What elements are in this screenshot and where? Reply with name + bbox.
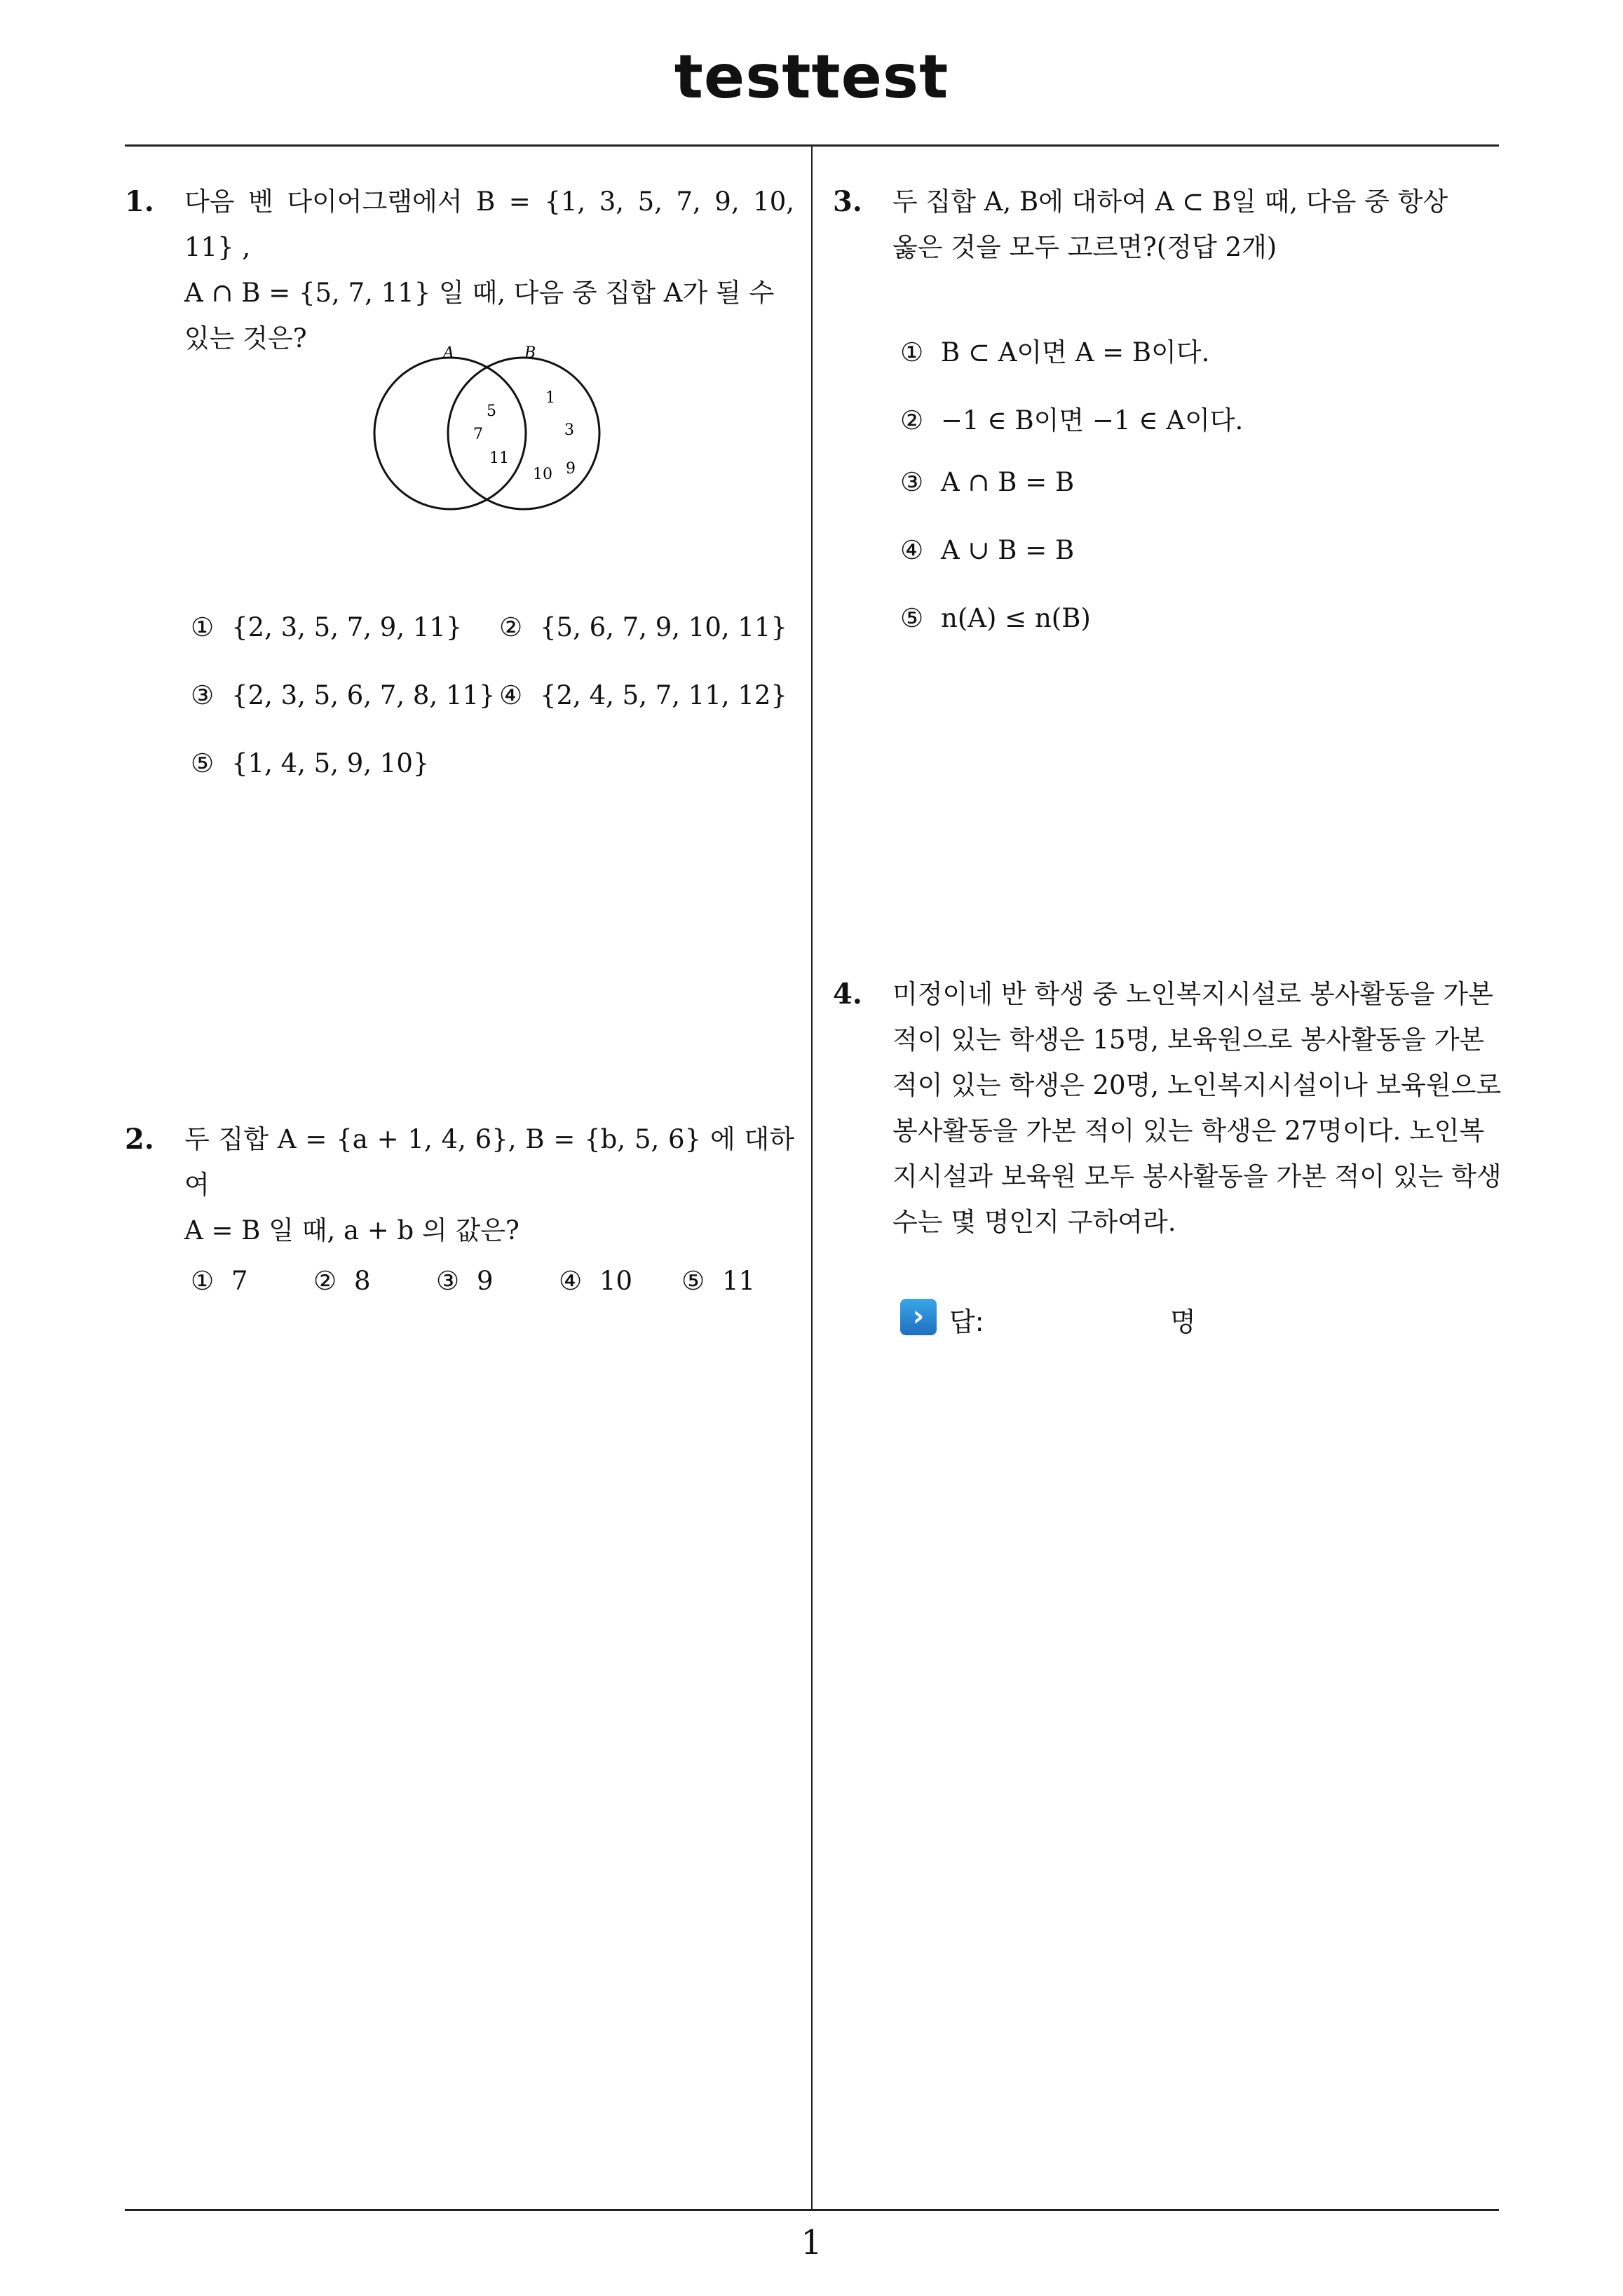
question-number: 1. xyxy=(125,185,154,218)
choice-1[interactable]: ① {2, 3, 5, 7, 9, 11} xyxy=(191,612,463,642)
page-title: testtest xyxy=(674,42,949,112)
choice-3[interactable]: ③ A ∩ B = B xyxy=(900,467,1075,497)
question-text-line: A = B 일 때, a + b 의 값은? xyxy=(184,1215,520,1245)
question-number: 4. xyxy=(833,978,862,1011)
question-text-line: 적이 있는 학생은 20명, 노인복지시설이나 보육원으로 xyxy=(892,1070,1502,1100)
question-text-line: 봉사활동을 가본 적이 있는 학생은 27명이다. 노인복 xyxy=(892,1116,1485,1146)
venn-label-a: A xyxy=(443,344,454,362)
answer-unit: 명 xyxy=(1170,1306,1196,1337)
choice-5[interactable]: ⑤ n(A) ≤ n(B) xyxy=(900,603,1091,633)
set-a-circle xyxy=(374,358,526,509)
choice-4[interactable]: ④ {2, 4, 5, 7, 11, 12} xyxy=(499,680,788,710)
venn-element: 10 xyxy=(533,466,552,483)
answer-label: 답: xyxy=(949,1306,984,1337)
venn-element: 11 xyxy=(489,450,509,467)
question-text-line: A ∩ B = {5, 7, 11} 일 때, 다음 중 집합 A가 될 수 xyxy=(184,278,775,308)
question-text-line: 미정이네 반 학생 중 노인복지시설로 봉사활동을 가본 xyxy=(892,979,1493,1009)
question-text-line: 지시설과 보육원 모두 봉사활동을 가본 적이 있는 학생 xyxy=(892,1161,1502,1191)
page-number: 1 xyxy=(801,2223,822,2262)
choice-2[interactable]: ② 8 xyxy=(313,1266,371,1296)
question-text-line: 적이 있는 학생은 15명, 보육원으로 봉사활동을 가본 xyxy=(892,1025,1485,1055)
venn-element: 7 xyxy=(473,426,483,443)
choice-2[interactable]: ② −1 ∈ B이면 −1 ∈ A이다. xyxy=(900,405,1244,435)
choice-5[interactable]: ⑤ 11 xyxy=(681,1266,756,1296)
footer-rule xyxy=(125,2209,1499,2211)
venn-element: 9 xyxy=(566,460,576,478)
venn-element: 5 xyxy=(487,403,496,420)
venn-element: 3 xyxy=(564,421,574,439)
venn-diagram xyxy=(365,344,631,519)
venn-element: 1 xyxy=(545,389,555,407)
choice-1[interactable]: ① 7 xyxy=(191,1266,248,1296)
chevron-right-icon: › xyxy=(900,1299,937,1335)
choice-5[interactable]: ⑤ {1, 4, 5, 9, 10} xyxy=(191,748,430,778)
choice-3[interactable]: ③ 9 xyxy=(436,1266,494,1296)
question-text-line: 두 집합 A, B에 대하여 A ⊂ B일 때, 다음 중 항상 xyxy=(892,187,1448,217)
question-text-line: 옳은 것을 모두 고르면?(정답 2개) xyxy=(892,232,1277,262)
venn-label-b: B xyxy=(524,344,536,362)
question-text-line: 두 집합 A = {a + 1, 4, 6}, B = {b, 5, 6} 에 대하여 xyxy=(184,1124,794,1200)
question-text-line: 다음 벤 다이어그램에서 B = {1, 3, 5, 7, 9, 10, 11} , xyxy=(184,187,794,262)
question-text-line: 수는 몇 명인지 구하여라. xyxy=(892,1207,1176,1237)
choice-4[interactable]: ④ 10 xyxy=(559,1266,633,1296)
column-divider xyxy=(811,145,813,2209)
question-text-line: 있는 것은? xyxy=(184,323,307,353)
choice-1[interactable]: ① B ⊂ A이면 A = B이다. xyxy=(900,337,1210,367)
question-number: 2. xyxy=(125,1123,154,1156)
set-b-circle xyxy=(448,358,599,509)
choice-2[interactable]: ② {5, 6, 7, 9, 10, 11} xyxy=(499,612,788,642)
question-number: 3. xyxy=(833,185,862,218)
choice-3[interactable]: ③ {2, 3, 5, 6, 7, 8, 11} xyxy=(191,680,496,710)
choice-4[interactable]: ④ A ∪ B = B xyxy=(900,535,1075,565)
